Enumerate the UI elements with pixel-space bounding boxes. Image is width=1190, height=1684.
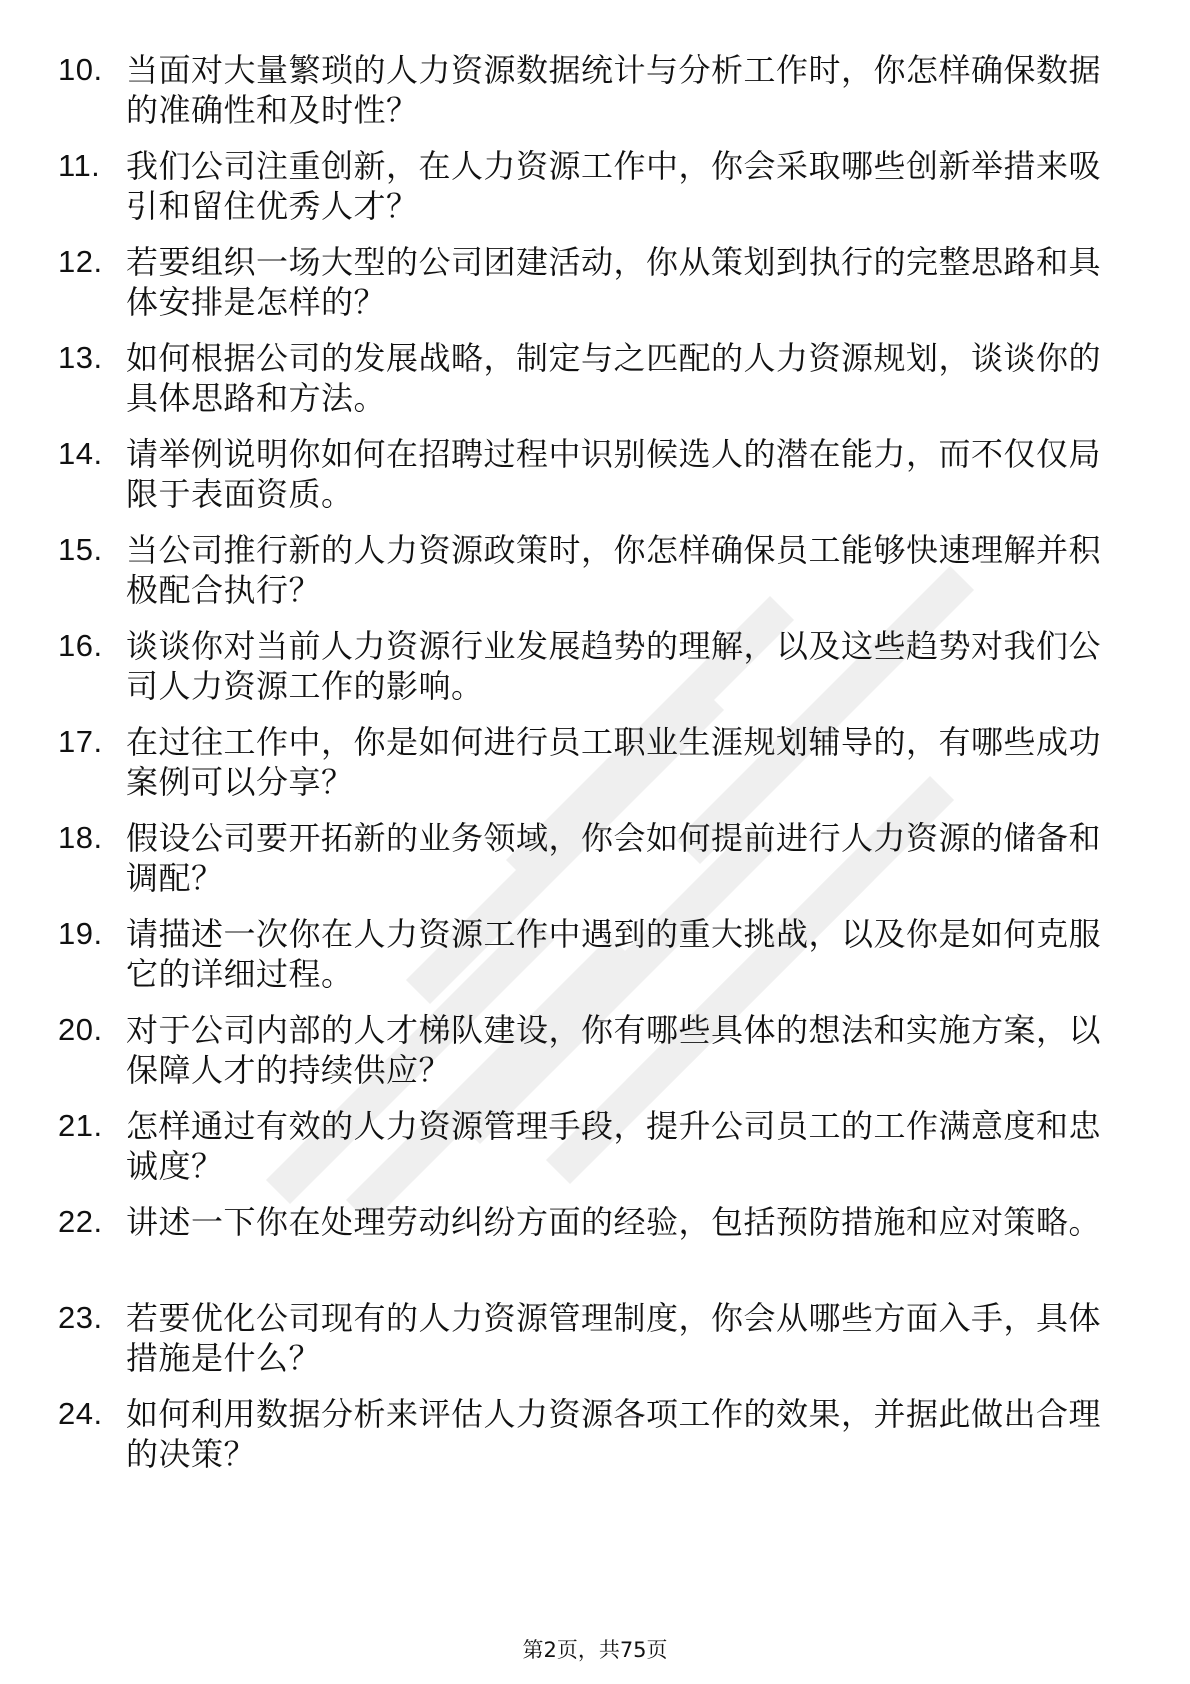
question-text: 请举例说明你如何在招聘过程中识别候选人的潜在能力，而不仅仅局限于表面资质。: [126, 435, 1102, 513]
question-number: 21.: [58, 1108, 103, 1143]
question-text: 若要组织一场大型的公司团建活动，你从策划到执行的完整思路和具体安排是怎样的？: [126, 243, 1102, 321]
question-item: [58, 1106, 1118, 1202]
question-item: [58, 338, 1118, 434]
page-number-label: 第2页，共75页: [522, 1638, 668, 1662]
question-item: [58, 242, 1118, 338]
question-text: 我们公司注重创新，在人力资源工作中，你会采取哪些创新举措来吸引和留住优秀人才？: [126, 147, 1102, 225]
question-number: 15.: [58, 532, 103, 567]
question-number: 24.: [58, 1396, 103, 1431]
question-number: 13.: [58, 340, 103, 375]
question-text: 若要优化公司现有的人力资源管理制度，你会从哪些方面入手，具体措施是什么？: [126, 1299, 1102, 1377]
question-item: [58, 434, 1118, 530]
question-item: [58, 914, 1118, 1010]
question-item: [58, 1394, 1118, 1490]
question-item: [58, 1298, 1118, 1394]
question-text: 当面对大量繁琐的人力资源数据统计与分析工作时，你怎样确保数据的准确性和及时性？: [126, 51, 1102, 129]
question-number: 14.: [58, 436, 103, 471]
question-list: [58, 50, 1118, 1490]
question-number: 20.: [58, 1012, 103, 1047]
question-number: 10.: [58, 52, 103, 87]
question-item: [58, 530, 1118, 626]
question-text: 如何根据公司的发展战略，制定与之匹配的人力资源规划，谈谈你的具体思路和方法。: [126, 339, 1102, 417]
question-text: 对于公司内部的人才梯队建设，你有哪些具体的想法和实施方案，以保障人才的持续供应？: [126, 1011, 1102, 1089]
question-text: 请描述一次你在人力资源工作中遇到的重大挑战，以及你是如何克服它的详细过程。: [126, 915, 1102, 993]
question-item: [58, 146, 1118, 242]
question-number: 17.: [58, 724, 103, 759]
question-text: 谈谈你对当前人力资源行业发展趋势的理解，以及这些趋势对我们公司人力资源工作的影响。: [126, 627, 1102, 705]
page-footer: [0, 1636, 1190, 1664]
question-item: [58, 626, 1118, 722]
question-number: 19.: [58, 916, 103, 951]
question-text: 假设公司要开拓新的业务领域，你会如何提前进行人力资源的储备和调配？: [126, 819, 1102, 897]
question-item: [58, 1010, 1118, 1106]
question-item: [58, 50, 1118, 146]
question-item: [58, 1202, 1118, 1298]
question-text: 当公司推行新的人力资源政策时，你怎样确保员工能够快速理解并积极配合执行？: [126, 531, 1102, 609]
question-number: 22.: [58, 1204, 103, 1239]
question-text: 讲述一下你在处理劳动纠纷方面的经验，包括预防措施和应对策略。: [126, 1203, 1102, 1241]
question-number: 18.: [58, 820, 103, 855]
question-item: [58, 722, 1118, 818]
question-number: 12.: [58, 244, 103, 279]
question-text: 怎样通过有效的人力资源管理手段，提升公司员工的工作满意度和忠诚度？: [126, 1107, 1102, 1185]
question-number: 16.: [58, 628, 103, 663]
question-item: [58, 818, 1118, 914]
question-text: 在过往工作中，你是如何进行员工职业生涯规划辅导的，有哪些成功案例可以分享？: [126, 723, 1102, 801]
question-text: 如何利用数据分析来评估人力资源各项工作的效果，并据此做出合理的决策？: [126, 1395, 1102, 1473]
question-number: 23.: [58, 1300, 103, 1335]
question-number: 11.: [58, 148, 101, 183]
